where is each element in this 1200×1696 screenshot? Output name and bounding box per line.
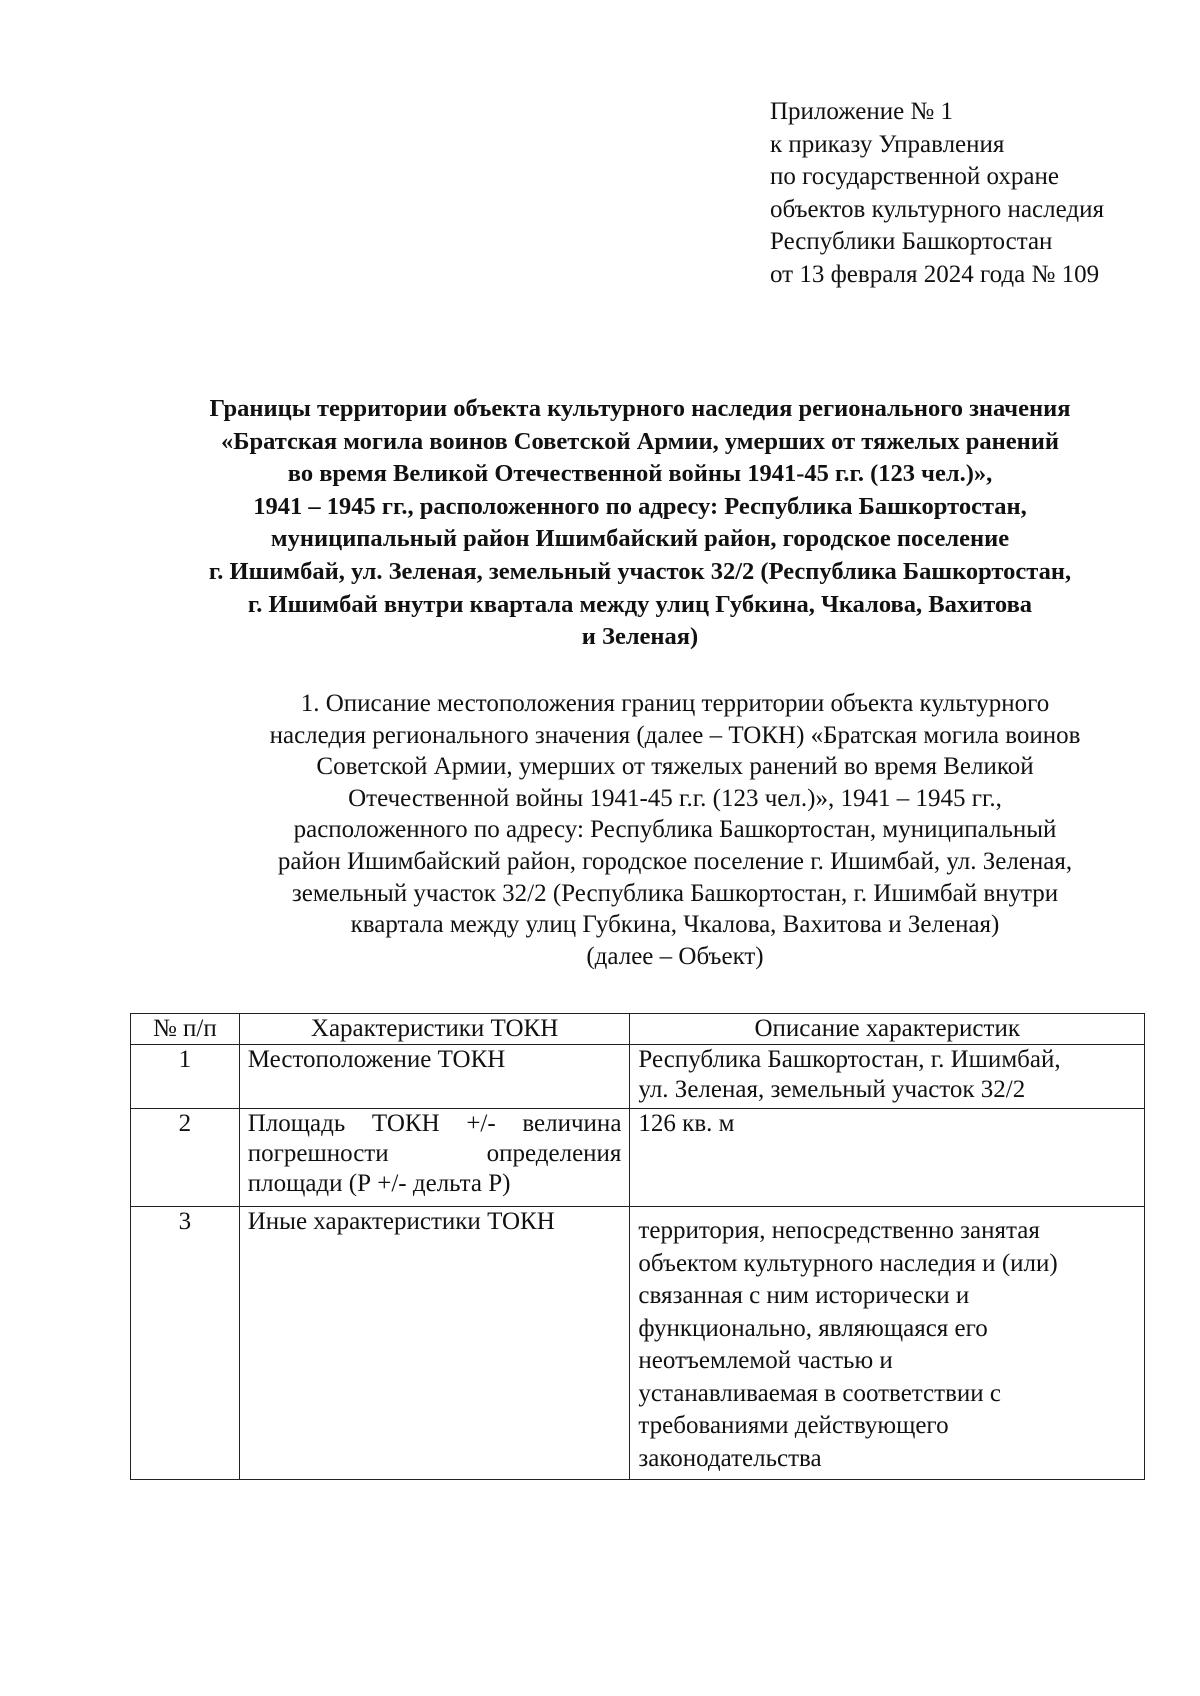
row-description xyxy=(630,1045,1145,1109)
table-row xyxy=(131,1109,1145,1207)
row-characteristic: Местоположение ТОКН xyxy=(239,1045,630,1109)
title-line: и Зеленая) xyxy=(581,623,699,651)
section-line: 1. Описание местоположения границ территории объекта культурного xyxy=(300,690,1050,717)
description-line: неотъемлемой частью и xyxy=(638,1347,893,1374)
description-line: связанная с ним исторически и xyxy=(638,1282,970,1309)
section-line: земельный участок 32/2 (Республика Башкортостан, г. Ишимбай внутри xyxy=(291,879,1059,907)
appendix-line: по государственной охране xyxy=(770,163,1060,190)
description-line: требованиями действующего xyxy=(638,1412,949,1439)
header-characteristic: Характеристики ТОКН xyxy=(239,1014,630,1045)
characteristic-line: погрешности определения xyxy=(247,1140,622,1167)
description-block xyxy=(638,1207,1136,1479)
appendix-line: Приложение № 1 xyxy=(770,98,954,125)
section-line: квартала между улиц Губкина, Чкалова, Вахитова и Зеленая) xyxy=(350,911,1000,939)
row-number: 2 xyxy=(131,1109,240,1207)
description-line: устанавливаемая в соответствии с xyxy=(638,1379,1001,1407)
appendix-line: объектов культурного наследия xyxy=(770,195,1104,223)
description-line: функционально, являющаяся его xyxy=(638,1314,988,1342)
row-number: 3 xyxy=(131,1207,240,1480)
title-line: 1941 – 1945 гг., расположенного по адресу: Республика Башкортостан, xyxy=(253,492,1027,520)
row-description xyxy=(630,1207,1145,1480)
title-line: муниципальный район Ишимбайский район, городское поселение xyxy=(270,525,1010,553)
section-line: Отечественной войны 1941-45 г.г. (123 чел.)», 1941 – 1945 гг., xyxy=(348,784,1002,812)
document-title xyxy=(130,393,1150,654)
row-number: 1 xyxy=(131,1045,240,1109)
header-number: № п/п xyxy=(131,1014,240,1045)
appendix-line: Республики Башкортостан xyxy=(770,228,1053,255)
header-description: Описание характеристик xyxy=(630,1014,1145,1045)
title-line: во время Великой Отечественной войны 1941-45 г.г. (123 чел.)», xyxy=(287,460,993,488)
description-line: объектом культурного наследия и (или) xyxy=(638,1249,1058,1277)
description-line: законодательства xyxy=(638,1444,822,1472)
row-characteristic: Иные характеристики ТОКН xyxy=(239,1207,630,1480)
title-line: г. Ишимбай внутри квартала между улиц Губкина, Чкалова, Вахитова xyxy=(247,590,1033,618)
appendix-block xyxy=(770,96,1104,291)
characteristics-table xyxy=(130,1013,1145,1480)
table-row xyxy=(131,1207,1145,1480)
table-header-row xyxy=(131,1014,1145,1045)
section-line: Советской Армии, умерших от тяжелых ранений во время Великой xyxy=(316,753,1034,781)
description-line: территория, непосредственно занятая xyxy=(638,1217,1040,1244)
appendix-line: к приказу Управления xyxy=(770,130,1005,158)
title-line: г. Ишимбай, ул. Зеленая, земельный участок 32/2 (Республика Башкортостан, xyxy=(208,557,1072,585)
row-description: 126 кв. м xyxy=(630,1109,1145,1207)
section-1-heading xyxy=(190,688,1160,972)
appendix-line: от 13 февраля 2024 года № 109 xyxy=(770,260,1100,288)
title-line: Границы территории объекта культурного наследия регионального значения xyxy=(209,395,1071,422)
table-row xyxy=(131,1045,1145,1109)
title-line: «Братская могила воинов Советской Армии, умерших от тяжелых ранений xyxy=(221,427,1059,455)
characteristic-line: Площадь ТОКН +/- величина xyxy=(247,1110,622,1137)
section-line: расположенного по адресу: Республика Башкортостан, муниципальный xyxy=(293,816,1057,844)
section-line: (далее – Объект) xyxy=(586,942,764,970)
description-line: Республика Башкортостан, г. Ишимбай, xyxy=(638,1046,1061,1073)
section-line: наследия регионального значения (далее – ТОКН) «Братская могила воинов xyxy=(269,721,1081,749)
characteristic-line: площади (Р +/- дельта Р) xyxy=(247,1170,511,1197)
section-line: район Ишимбайский район, городское поселение г. Ишимбай, ул. Зеленая, xyxy=(277,847,1073,875)
row-characteristic xyxy=(239,1109,630,1207)
description-line: ул. Зеленая, земельный участок 32/2 xyxy=(638,1076,1026,1103)
